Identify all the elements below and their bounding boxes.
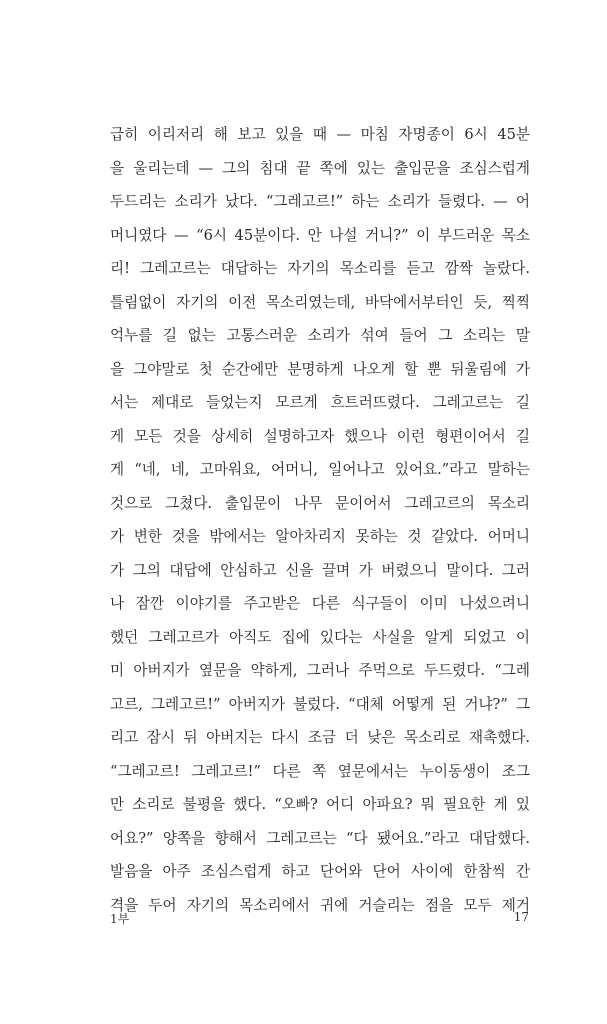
text-line: 을 그야말로 첫 순간에만 분명하게 나오게 할 뿐 뒤울림에 가 [110, 360, 530, 378]
text-line: 고르, 그레고르!” 아버지가 불렀다. “대체 어떻게 된 거냐?” 그 [110, 695, 530, 713]
text-line: 리고 잠시 뒤 아버지는 다시 조금 더 낮은 목소리로 재촉했다. [110, 729, 530, 746]
text-line: 나 잠깐 이야기를 주고받은 다른 식구들이 이미 나섰으려니 [110, 595, 530, 612]
text-line: 틀림없이 자기의 이전 목소리였는데, 바닥에서부터인 듯, 찍찍 [110, 293, 530, 311]
text-line: 것으로 그쳤다. 출입문이 나무 문이어서 그레고르의 목소리 [110, 494, 530, 512]
text-line: 서는 제대로 들었는지 모르게 흐트러뜨렸다. 그레고르는 길 [110, 394, 530, 411]
body-text [110, 118, 530, 922]
text-line: 급히 이리저리 해 보고 있을 때 — 마침 자명종이 6시 45분 [110, 126, 530, 143]
text-line: 을 울리는데 — 그의 침대 끝 쪽에 있는 출입문을 조심스럽게 [110, 159, 530, 177]
text-line: 미 아버지가 옆문을 약하게, 그러나 주먹으로 두드렸다. “그레 [110, 662, 530, 679]
text-line: 했던 그레고르가 아직도 집에 있다는 사실을 알게 되었고 이 [110, 628, 530, 646]
text-line: 가 그의 대답에 안심하고 신을 끌며 가 버렸으니 말이다. 그러 [110, 561, 530, 579]
text-line: 발음을 아주 조심스럽게 하고 단어와 단어 사이에 한참씩 간 [110, 863, 530, 880]
text-line: 만 소리로 불평을 했다. “오빠? 어디 아파요? 뭐 필요한 게 있 [110, 796, 530, 813]
text-line: “그레고르! 그레고르!” 다른 쪽 옆문에서는 누이동생이 조그 [110, 762, 530, 780]
page-number: 17 [513, 910, 529, 924]
text-line: 격을 두어 자기의 목소리에서 귀에 거슬리는 점을 모두 제거 [110, 896, 530, 914]
section-label: 1부 [110, 912, 130, 926]
text-line: 두드리는 소리가 났다. “그레고르!” 하는 소리가 들렸다. — 어 [110, 193, 530, 210]
text-line: 가 변한 것을 밖에서는 알아차리지 못하는 것 같았다. 어머니 [110, 528, 530, 545]
text-line: 어요?” 양쪽을 향해서 그레고르는 “다 됐어요.”라고 대답했다. [110, 829, 530, 847]
text-line: 리! 그레고르는 대답하는 자기의 목소리를 듣고 깜짝 놀랐다. [110, 260, 530, 277]
text-line: 머니였다 — “6시 45분이다. 안 나설 거니?” 이 부드러운 목소 [110, 226, 530, 244]
text-line: 억누를 길 없는 고통스러운 소리가 섞여 들어 그 소리는 말 [110, 327, 530, 344]
text-line: 게 “네, 네, 고마워요, 어머니, 일어나고 있어요.”라고 말하는 [110, 461, 530, 478]
text-line: 게 모든 것을 상세히 설명하고자 했으나 이런 형편이어서 길 [110, 427, 530, 445]
